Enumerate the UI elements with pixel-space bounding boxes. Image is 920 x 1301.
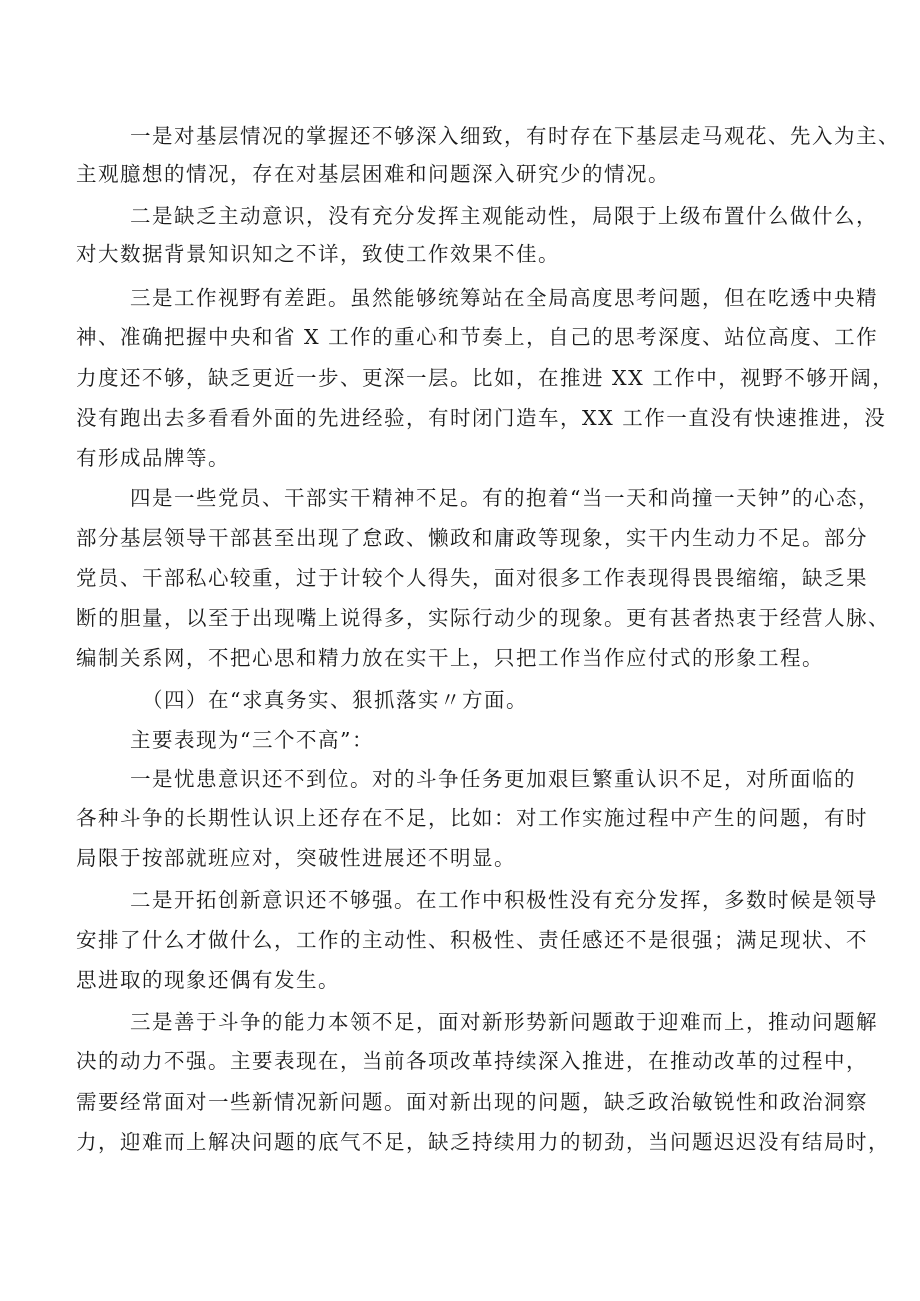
paragraph-3-line-4: 没有跑出去多看看外面的先进经验，有时闭门造车，XX 工作一直没有快速推进，没: [76, 406, 887, 430]
paragraph-6-line-1: 主要表现为“三个不高”：: [130, 728, 374, 752]
paragraph-3-line-2: 神、准确把握中央和省 X 工作的重心和节奏上，自己的思考深度、站位高度、工作: [76, 325, 879, 349]
paragraph-9-line-2: 决的动力不强。主要表现在，当前各项改革持续深入推进，在推动改革的过程中，: [76, 1049, 868, 1073]
paragraph-3-line-3: 力度还不够，缺乏更近一步、更深一层。比如，在推进 XX 工作中，视野不够开阔，: [76, 366, 895, 390]
paragraph-7-line-3: 局限于按部就班应对，突破性进展还不明显。: [76, 846, 516, 870]
paragraph-4-line-3: 党员、干部私心较重，过于计较个人得失，面对很多工作表现得畏畏缩缩，缺乏果: [76, 566, 868, 590]
paragraph-9-line-1: 三是善于斗争的能力本领不足，面对新形势新问题敢于迎难而上，推动问题解: [130, 1010, 878, 1034]
section-heading: （四）在“求真务实、狠抓落实〃方面。: [142, 688, 528, 712]
paragraph-8-line-2: 安排了什么才做什么，工作的主动性、积极性、责任感还不是很强；满足现状、不: [76, 928, 868, 952]
paragraph-1-line-2: 主观臆想的情况，存在对基层困难和问题深入研究少的情况。: [76, 162, 670, 186]
paragraph-4-line-4: 断的胆量，以至于出现嘴上说得多，实际行动少的现象。更有甚者热衷于经营人脉、: [76, 606, 890, 630]
paragraph-7-line-1: 一是忧患意识还不到位。对的斗争任务更加艰巨繁重认识不足，对所面临的: [130, 767, 856, 791]
paragraph-4-line-5: 编制关系网，不把心思和精力放在实干上，只把工作当作应付式的形象工程。: [76, 646, 824, 670]
paragraph-8-line-3: 思进取的现象还偶有发生。: [76, 968, 340, 992]
paragraph-2-line-1: 二是缺乏主动意识，没有充分发挥主观能动性，局限于上级布置什么做什么，: [130, 204, 878, 228]
paragraph-4-line-2: 部分基层领导干部甚至出现了怠政、懒政和庸政等现象，实干内生动力不足。部分: [76, 526, 868, 550]
paragraph-3-line-1: 三是工作视野有差距。虽然能够统筹站在全局高度思考问题，但在吃透中央精: [130, 286, 878, 310]
paragraph-9-line-4: 力，迎难而上解决问题的底气不足，缺乏持续用力的韧劲，当问题迟迟没有结局时，: [76, 1130, 890, 1154]
paragraph-8-line-1: 二是开拓创新意识还不够强。在工作中积极性没有充分发挥，多数时候是领导: [130, 888, 878, 912]
paragraph-3-line-5: 有形成品牌等。: [76, 446, 230, 470]
paragraph-2-line-2: 对大数据背景知识知之不详，致使工作效果不佳。: [76, 242, 560, 266]
paragraph-7-line-2: 各种斗争的长期性认识上还存在不足，比如：对工作实施过程中产生的问题，有时: [76, 806, 868, 830]
paragraph-9-line-3: 需要经常面对一些新情况新问题。面对新出现的问题，缺乏政治敏锐性和政治洞察: [76, 1090, 868, 1114]
paragraph-1-line-1: 一是对基层情况的掌握还不够深入细致，有时存在下基层走马观花、先入为主、: [130, 124, 900, 148]
paragraph-4-line-1: 四是一些党员、干部实干精神不足。有的抱着“当一天和尚撞一天钟”的心态，: [130, 486, 880, 510]
